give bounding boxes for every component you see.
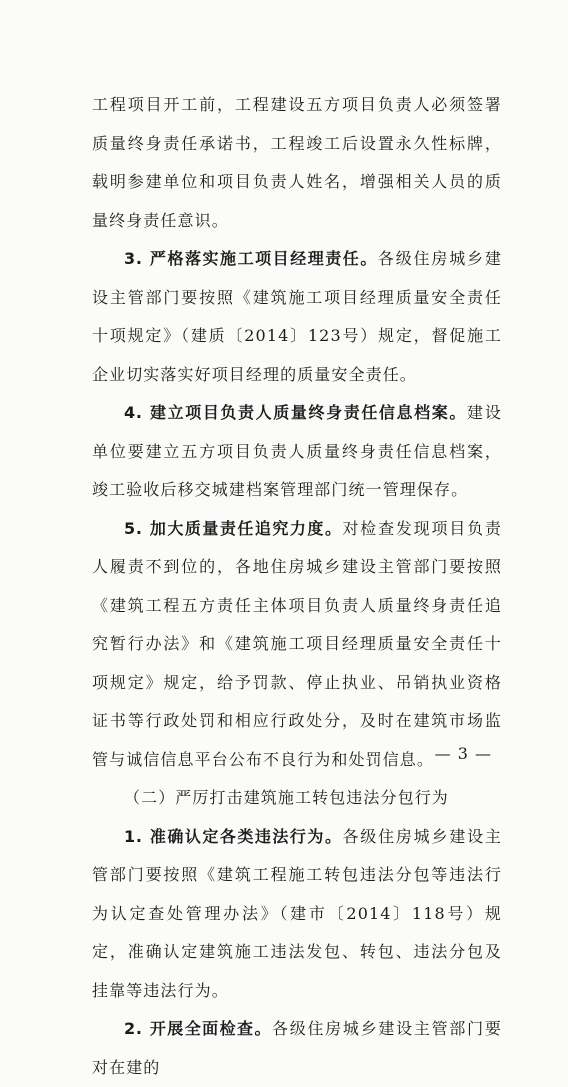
paragraph-item-2	[92, 1010, 502, 1087]
paragraph-lead: 2. 开展全面检查。	[124, 1019, 272, 1038]
paragraph-item-4	[92, 394, 502, 510]
paragraph-text: 对检查发现项目负责人履责不到位的，各地住房城乡建设主管部门要按照《建筑工程五方责任主体项目负责人质量终身责任追究暂行办法》和《建筑施工项目经理质量安全责任十项规定》规定，给予罚款、停止执业、吊销执业资格证书等行政处罚和相应行政处分，及时在建筑市场监管与诚信信息平台公布不良行为和处罚信息。	[92, 518, 502, 769]
paragraph-lead: 1. 准确认定各类违法行为。	[124, 826, 343, 846]
paragraph-item-1	[92, 818, 502, 1011]
paragraph-text: 各级住房城乡建设主管部门要按照《建筑施工项目经理质量安全责任十项规定》（建质〔2014〕123号）规定，督促施工企业切实落实好项目经理的质量安全责任。	[92, 249, 502, 384]
paragraph-text: 工程项目开工前，工程建设五方项目负责人必须签署质量终身责任承诺书，工程竣工后设置永久性标牌，载明参建单位和项目负责人姓名，增强相关人员的质量终身责任意识。	[92, 95, 502, 230]
document-body	[92, 86, 502, 1087]
section-heading: （二）严厉打击建筑施工转包违法分包行为	[124, 788, 449, 807]
paragraph-text: 各级住房城乡建设主管部门要对在建的	[92, 1019, 502, 1077]
paragraph-item-5	[92, 510, 502, 780]
paragraph-text: 建设单位要建立五方项目负责人质量终身责任信息档案，竣工验收后移交城建档案管理部门统一管理保存。	[92, 403, 502, 499]
paragraph-lead: 5. 加大质量责任追究力度。	[124, 518, 343, 538]
paragraph-continuation	[92, 86, 502, 240]
paragraph-item-3	[92, 240, 502, 394]
paragraph-text: 各级住房城乡建设主管部门要按照《建筑工程施工转包违法分包等违法行为认定查处管理办法》（建市〔2014〕118号）规定，准确认定建筑施工违法发包、转包、违法分包及挂靠等违法行为。	[92, 826, 502, 1000]
paragraph-lead: 3. 严格落实施工项目经理责任。	[124, 249, 378, 268]
page-number: — 3 —	[434, 744, 492, 763]
paragraph-lead: 4. 建立项目负责人质量终身责任信息档案。	[124, 403, 467, 422]
